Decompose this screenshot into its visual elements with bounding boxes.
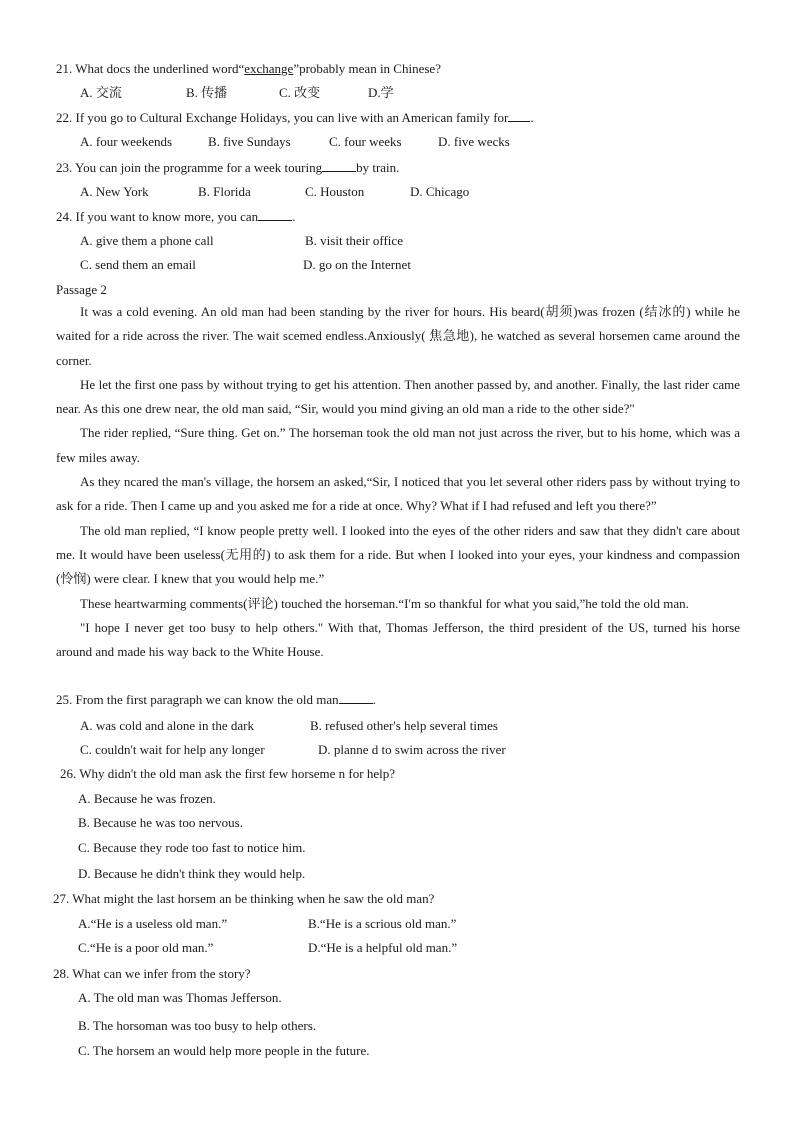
passage-paragraph: He let the first one pass by without trying to get his attention. Then another passed by, and another. Finally, the last rider came near. As this one drew near, the old man said, “Sir, would you mind giving an old man a ride to the other side?" <box>56 376 740 417</box>
answer-blank <box>258 209 292 221</box>
option-d: D. go on the Internet <box>303 257 411 272</box>
question-26-stem: 26. Why didn't the old man ask the first few horseme n for help? <box>60 766 395 781</box>
option-c: C. 改变 <box>279 85 321 100</box>
question-24-stem <box>56 209 295 225</box>
question-21-stem-b: ”probably mean in Chinese? <box>293 61 441 76</box>
question-23-stem-a: 23. You can join the programme for a week touring <box>56 160 323 175</box>
option-d: D. Because he didn't think they would help. <box>78 866 306 881</box>
option-a: A. The old man was Thomas Jefferson. <box>78 990 282 1005</box>
option-b: B. 传播 <box>186 85 228 100</box>
option-c: C.“He is a poor old man.” <box>78 940 214 955</box>
question-25-stem <box>56 692 376 708</box>
answer-blank <box>322 160 356 172</box>
option-a: A. New York <box>80 184 149 199</box>
option-d: D.“He is a helpful old man.” <box>308 940 458 955</box>
question-22-stem-b: . <box>530 110 534 125</box>
option-c: C. four weeks <box>329 134 402 149</box>
option-a: A. four weekends <box>80 134 173 149</box>
option-b: B. visit their office <box>305 233 403 248</box>
option-d: D. Chicago <box>410 184 470 199</box>
question-24-stem-a: 24. If you want to know more, you can <box>56 209 259 224</box>
option-a: A. 交流 <box>80 85 122 100</box>
question-27-stem: 27. What might the last horsem an be thinking when he saw the old man? <box>53 891 435 906</box>
question-23-stem <box>56 160 399 176</box>
option-c: C. Houston <box>305 184 365 199</box>
option-b: B.“He is a scrious old man.” <box>308 916 457 931</box>
option-c: C. couldn't wait for help any longer <box>80 742 265 757</box>
option-c: C. Because they rode too fast to notice him. <box>78 840 306 855</box>
question-22-stem-a: 22. If you go to Cultural Exchange Holidays, you can live with an American family for <box>56 110 509 125</box>
passage-title: Passage 2 <box>56 282 107 297</box>
question-24-stem-b: . <box>292 209 296 224</box>
option-a: A.“He is a useless old man.” <box>78 916 228 931</box>
passage-paragraph: It was a cold evening. An old man had been standing by the river for hours. His beard(胡须)was frozen (结冰的) while he waited for a ride across the river. The wait scemed endless.Anxiously( 焦急地), he watched as several horsemen came around the corner. <box>56 304 740 368</box>
option-b: B. Florida <box>198 184 251 199</box>
question-28-stem: 28. What can we infer from the story? <box>53 966 251 981</box>
option-a: A. was cold and alone in the dark <box>80 718 255 733</box>
question-25-stem-b: . <box>372 692 376 707</box>
option-b: B. Because he was too nervous. <box>78 815 243 830</box>
passage-paragraph: "I hope I never get too busy to help others." With that, Thomas Jefferson, the third president of the US, turned his horse around and made his way back to the White House. <box>56 619 740 660</box>
passage-paragraph: As they ncared the man's village, the horsem an asked,“Sir, I noticed that you let several other riders pass by without trying to ask for a ride. Then I came up and you asked me for a ride at once. Why? What if I had refused and left you there?” <box>56 474 740 514</box>
question-21-stem <box>56 61 441 77</box>
question-25-stem-a: 25. From the first paragraph we can know the old man <box>56 692 339 707</box>
passage-paragraph: The rider replied, “Sure thing. Get on.” The horseman took the old man not just across the river, but to his home, which was a few miles away. <box>56 425 740 465</box>
option-b: B. five Sundays <box>208 134 291 149</box>
question-22-stem <box>56 110 534 126</box>
option-b: B. The horsoman was too busy to help others. <box>78 1018 317 1033</box>
option-c: C. send them an email <box>80 257 196 272</box>
option-c: C. The horsem an would help more people in the future. <box>78 1043 370 1058</box>
option-d: D. five wecks <box>438 134 510 149</box>
option-a: A. give them a phone call <box>80 233 214 248</box>
passage-paragraph: The old man replied, “I know people pretty well. I looked into the eyes of the other riders and saw that they didn't care about me. It would have been useless(无用的) to ask them for a ride. But when I looked into your eyes, your kindness and compassion (怜悯) were clear. I knew that you would help me.” <box>56 522 740 587</box>
option-d: D.学 <box>368 85 394 100</box>
answer-blank <box>339 692 373 704</box>
answer-blank <box>508 110 530 122</box>
underlined-word: exchange <box>244 61 294 76</box>
option-a: A. Because he was frozen. <box>78 791 216 806</box>
option-d: D. planne d to swim across the river <box>318 742 506 757</box>
option-b: B. refused other's help several times <box>310 718 498 733</box>
question-21-stem-a: 21. What docs the underlined word“ <box>56 61 245 76</box>
passage-body <box>56 300 740 664</box>
question-23-stem-b: by train. <box>356 160 400 175</box>
passage-paragraph: These heartwarming comments(评论) touched the horseman.“I'm so thankful for what you said,”he told the old man. <box>80 595 689 611</box>
